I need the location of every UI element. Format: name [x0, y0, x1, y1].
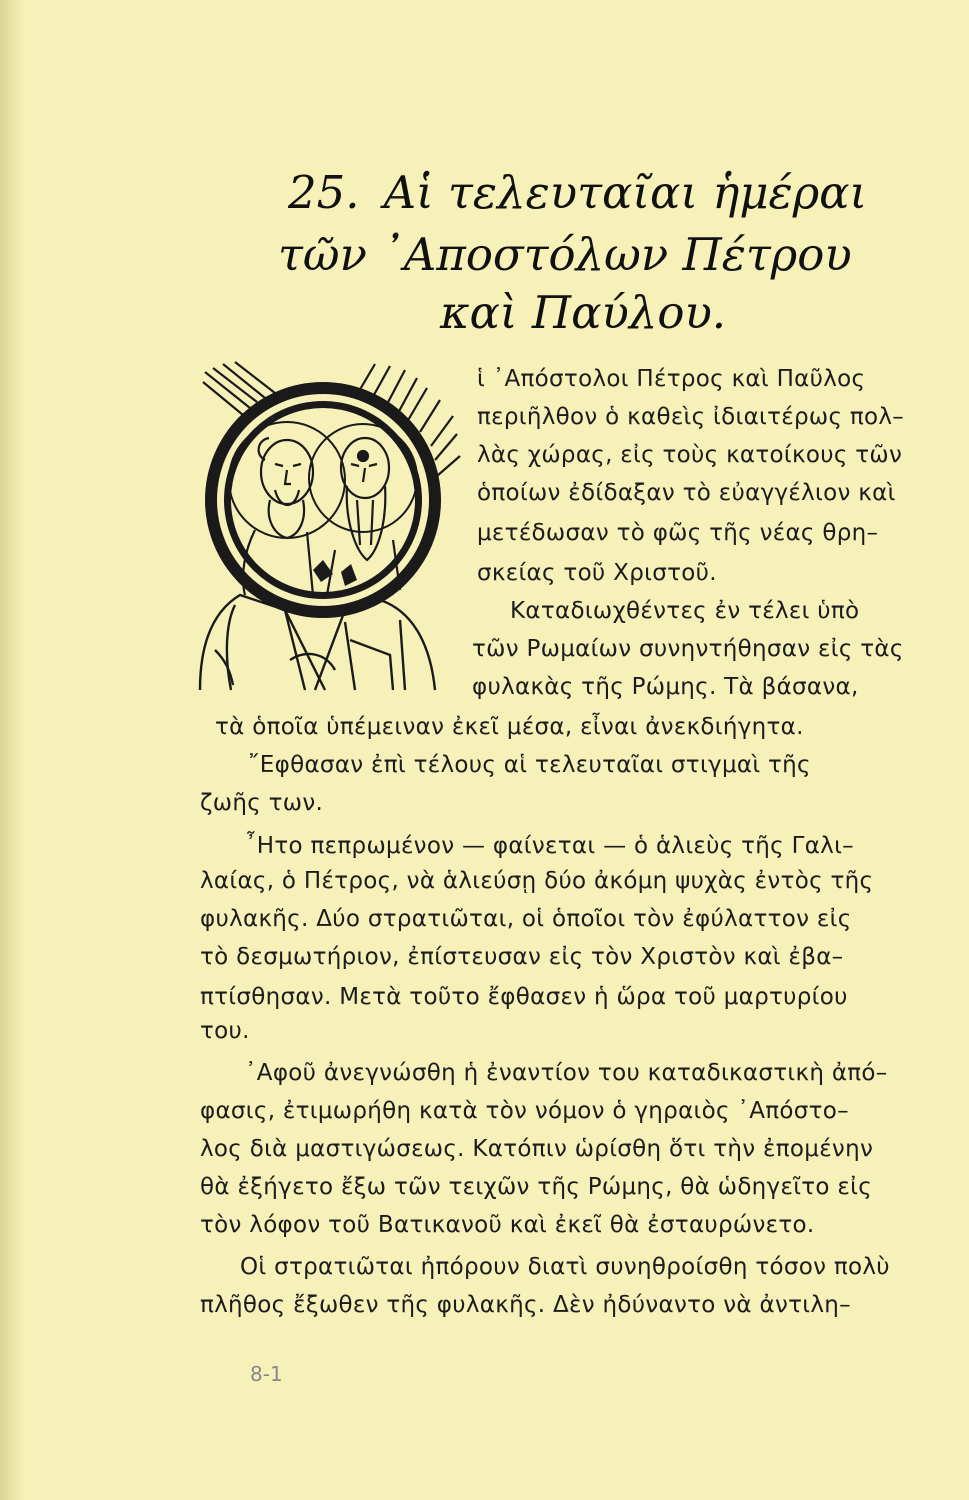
text-line: ᾿Αφοῦ ἀνεγνώσθη ἡ ἐναντίον του καταδικαστικὴ ἀπό–	[245, 1060, 888, 1086]
text-line: τὰ ὁποῖα ὑπέμειναν ἐκεῖ μέσα, εἶναι ἀνεκδιήγητα.	[215, 714, 804, 740]
text-line: φυλακὰς τῆς Ρώμης. Τὰ βάσανα,	[472, 674, 859, 700]
text-line: πλῆθος ἔξωθεν τῆς φυλακῆς. Δὲν ἠδύναντο νὰ ἀντιλη–	[200, 1292, 851, 1318]
apostles-peter-paul-medallion-icon	[195, 360, 470, 705]
text-line: τὸ δεσμωτήριον, ἐπίστευσαν εἰς τὸν Χριστὸν καὶ ἐβα–	[200, 944, 844, 970]
chapter-title-line-1	[288, 166, 868, 219]
text-line: λὰς χώρας, εἰς τοὺς κατοίκους τῶν	[477, 442, 903, 468]
chapter-number: 25.	[288, 166, 360, 219]
text-line: ῏Ητο πεπρωμένον — φαίνεται — ὁ ἁλιεὺς τῆς Γαλι–	[245, 833, 854, 859]
text-line: Καταδιωχθέντες ἐν τέλει ὑπὸ	[510, 598, 860, 624]
text-line: θὰ ἐξήγετο ἔξω τῶν τειχῶν τῆς Ρώμης, θὰ ὡδηγεῖτο εἰς	[200, 1174, 873, 1200]
text-line: πτίσθησαν. Μετὰ τοῦτο ἔφθασεν ἡ ὥρα τοῦ μαρτυρίου	[200, 984, 848, 1010]
text-line: περιῆλθον ὁ καθεὶς ἰδιαιτέρως πολ–	[477, 404, 905, 430]
text-line: σκείας τοῦ Χριστοῦ.	[477, 560, 717, 586]
text-line: ὁποίων ἐδίδαξαν τὸ εὐαγγέλιον καὶ	[477, 480, 896, 506]
text-line: ζωῆς των.	[200, 790, 324, 816]
text-line: Οἱ στρατιῶται ἠπόρουν διατὶ συνηθροίσθη τόσον πολὺ	[240, 1254, 890, 1280]
page-number: 8-1	[250, 1362, 283, 1386]
text-line: ἱ ᾿Απόστολοι Πέτρος καὶ Παῦλος	[477, 366, 866, 392]
chapter-title-text-1: Αἱ τελευταῖαι ἡμέραι	[383, 166, 868, 219]
text-line: τῶν Ρωμαίων συνηντήθησαν εἰς τὰς	[472, 636, 904, 662]
text-line: τὸν λόφον τοῦ Βατικανοῦ καὶ ἐκεῖ θὰ ἐσταυρώνετο.	[200, 1212, 815, 1238]
text-line: λαίας, ὁ Πέτρος, νὰ ἁλιεύσῃ δύο ἀκόμη ψυχὰς ἐντὸς τῆς	[200, 868, 874, 894]
text-line: μετέδωσαν τὸ φῶς τῆς νέας θρη–	[477, 520, 879, 546]
chapter-title-line-2: τῶν ᾿Αποστόλων Πέτρου	[278, 228, 852, 281]
text-line: φυλακῆς. Δύο στρατιῶται, οἱ ὁποῖοι τὸν ἐφύλαττον εἰς	[200, 906, 852, 932]
text-line: φασις, ἐτιμωρήθη κατὰ τὸν νόμον ὁ γηραιὸς ᾿Απόστο–	[200, 1098, 849, 1124]
page-edge-shadow	[0, 0, 24, 1500]
chapter-title-line-3: καὶ Παύλου.	[440, 286, 727, 339]
text-line: ῎Εφθασαν ἐπὶ τέλους αἱ τελευταῖαι στιγμαὶ τῆς	[248, 752, 811, 778]
text-line: λος διὰ μαστιγώσεως. Κατόπιν ὡρίσθη ὅτι τὴν ἐπομένην	[200, 1136, 874, 1162]
text-line: του.	[200, 1018, 250, 1044]
